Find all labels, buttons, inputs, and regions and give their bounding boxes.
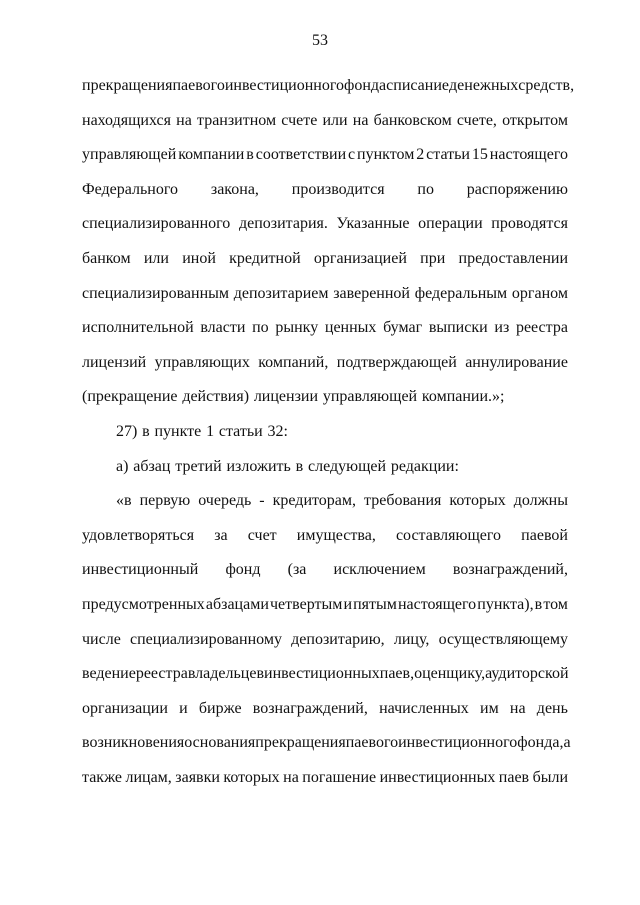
word: списание [386, 77, 450, 94]
word: числе [82, 630, 121, 648]
word: фонда, [517, 734, 564, 752]
word: прекращения [82, 77, 173, 94]
word: аудиторской [485, 665, 569, 683]
word: инвестиционных [379, 768, 496, 786]
text-line [82, 69, 575, 104]
word: статьи [218, 422, 263, 440]
page-number: 53 [312, 32, 328, 49]
word: владельцев [187, 665, 264, 683]
document-body [82, 69, 575, 795]
word: бирже [198, 699, 242, 717]
word: управляющих [154, 353, 250, 371]
word: организации [82, 699, 168, 717]
word: предоставлении [458, 249, 568, 267]
word: следующей [308, 457, 387, 475]
word: специализированному [130, 630, 282, 648]
word: 27) [116, 422, 138, 440]
text-line [82, 346, 568, 381]
word: или [322, 111, 348, 129]
word: а) [116, 457, 129, 475]
word: - [259, 492, 265, 510]
word: открытом [502, 111, 568, 129]
word: (за [287, 561, 307, 579]
word: компании.»; [421, 388, 505, 406]
word: прекращения [255, 734, 346, 752]
word: основания [184, 734, 256, 752]
word: третий [175, 457, 222, 475]
word: специализированного [82, 215, 231, 233]
word: органом [511, 284, 568, 302]
text-line [82, 207, 568, 242]
word: статьи [426, 146, 470, 164]
text-line [82, 692, 568, 727]
word: требования [364, 492, 442, 510]
word: находящихся [82, 111, 171, 129]
word: в [142, 422, 150, 440]
word: производится [291, 180, 385, 198]
text-line [82, 657, 568, 692]
word: кредиторам, [272, 492, 357, 510]
word: паевого [172, 77, 225, 94]
word: четвертым [269, 595, 343, 613]
word: паевого [345, 734, 399, 752]
word: соответствии [255, 146, 347, 164]
text-line [82, 519, 568, 554]
text-line [82, 311, 568, 346]
word: по [417, 180, 434, 198]
word: исключением [333, 561, 426, 579]
word: пункта), [477, 595, 534, 613]
word: аннулирование [465, 353, 568, 371]
text-line [82, 242, 568, 277]
word: в [295, 457, 304, 475]
word: которых [223, 768, 280, 786]
word: паевой [521, 526, 568, 544]
word: закона, [210, 180, 259, 198]
word: счет [247, 526, 277, 544]
word: паев, [379, 665, 415, 683]
word: на [283, 768, 299, 786]
word: 1 [206, 422, 215, 440]
word: вознаграждений, [452, 561, 568, 579]
word: день [536, 699, 568, 717]
word: реестра [515, 319, 568, 337]
word: на [509, 699, 526, 717]
word: имущества, [296, 526, 376, 544]
word: депозитария. [238, 215, 328, 233]
word: операции [418, 215, 483, 233]
word: реестра [135, 665, 188, 683]
word: средств, [518, 77, 575, 94]
text-line [82, 104, 568, 139]
word: депозитарием [233, 284, 329, 302]
word: проводятся [491, 215, 568, 233]
text-line [82, 380, 568, 415]
word: иной [182, 249, 216, 267]
word: и [179, 699, 188, 717]
text-line [82, 553, 568, 588]
word: федеральным [414, 284, 508, 302]
word: лицу, [393, 630, 430, 648]
word: фонда [343, 77, 387, 94]
word: паев [498, 768, 530, 786]
word: денежных [449, 77, 519, 94]
word: транзитном [197, 111, 277, 129]
word: 32: [267, 422, 288, 440]
word: выписки [428, 319, 488, 337]
word: распоряжению [466, 180, 568, 198]
text-line [82, 173, 568, 208]
word: рынку [275, 319, 319, 337]
word: Федерального [82, 180, 179, 198]
word: Указанные [336, 215, 410, 233]
word: первую [139, 492, 191, 510]
word: абзац [133, 457, 171, 475]
word: банковском [373, 111, 452, 129]
word: счете [281, 111, 318, 129]
word: том [543, 595, 568, 613]
text-line [82, 415, 568, 450]
word: изложить [226, 457, 291, 475]
word: с [348, 146, 356, 164]
word: при [420, 249, 446, 267]
word: заверенной [333, 284, 410, 302]
word: составляющего [395, 526, 502, 544]
word: настоящего [489, 146, 568, 164]
word: счете, [456, 111, 497, 129]
word: компании [178, 146, 245, 164]
word: и [343, 595, 352, 613]
word: управляющей [322, 388, 418, 406]
text-line [82, 484, 568, 519]
word: за [214, 526, 228, 544]
word: организацией [313, 249, 407, 267]
word: настоящего [397, 595, 477, 613]
word: банком [82, 249, 131, 267]
text-line [82, 761, 568, 796]
word: удовлетворяться [82, 526, 195, 544]
word: пятым [353, 595, 397, 613]
word: бумаг [383, 319, 423, 337]
word: инвестиционных [264, 665, 380, 683]
word: лицензии [253, 388, 319, 406]
word: в [534, 595, 543, 613]
word: также [82, 768, 123, 786]
word: на [352, 111, 369, 129]
word: пунктом [357, 146, 415, 164]
text-line [82, 138, 568, 173]
word: осуществляющему [438, 630, 568, 648]
word: вознаграждений, [252, 699, 368, 717]
word: очередь [198, 492, 252, 510]
word: инвестиционный [82, 561, 199, 579]
word: им [480, 699, 499, 717]
word: «в [116, 492, 132, 510]
text-line [82, 726, 571, 761]
word: власти [200, 319, 246, 337]
word: абзацами [205, 595, 269, 613]
text-line [82, 588, 568, 623]
word: возникновения [82, 734, 185, 752]
word: должны [513, 492, 568, 510]
word: заявки [175, 768, 220, 786]
word: которых [449, 492, 506, 510]
word: компаний, [258, 353, 329, 371]
word: ценных [324, 319, 377, 337]
word: управляющей [82, 146, 177, 164]
word: 15 [471, 146, 488, 164]
word: были [532, 768, 568, 786]
word: погашение [302, 768, 377, 786]
word: действия) [182, 388, 250, 406]
word: пункте [154, 422, 202, 440]
word: фонд [225, 561, 261, 579]
word: по [252, 319, 269, 337]
word: лицензий [82, 353, 147, 371]
word: 2 [416, 146, 425, 164]
word: инвестиционного [224, 77, 344, 94]
word: (прекращение [82, 388, 178, 406]
word: а [563, 734, 571, 752]
word: в [246, 146, 254, 164]
word: или [143, 249, 169, 267]
word: предусмотренных [82, 595, 205, 613]
word: оценщику, [414, 665, 486, 683]
text-line [82, 277, 568, 312]
word: кредитной [229, 249, 301, 267]
word: начисленных [379, 699, 469, 717]
word: инвестиционного [398, 734, 518, 752]
word: редакции: [390, 457, 459, 475]
word: ведение [82, 665, 136, 683]
word: депозитарию, [291, 630, 385, 648]
word: исполнительной [82, 319, 194, 337]
word: специализированным [82, 284, 230, 302]
text-line [82, 623, 568, 658]
word: подтверждающей [336, 353, 457, 371]
text-line [82, 450, 568, 485]
word: лицам, [125, 768, 172, 786]
word: из [494, 319, 510, 337]
word: на [176, 111, 192, 129]
